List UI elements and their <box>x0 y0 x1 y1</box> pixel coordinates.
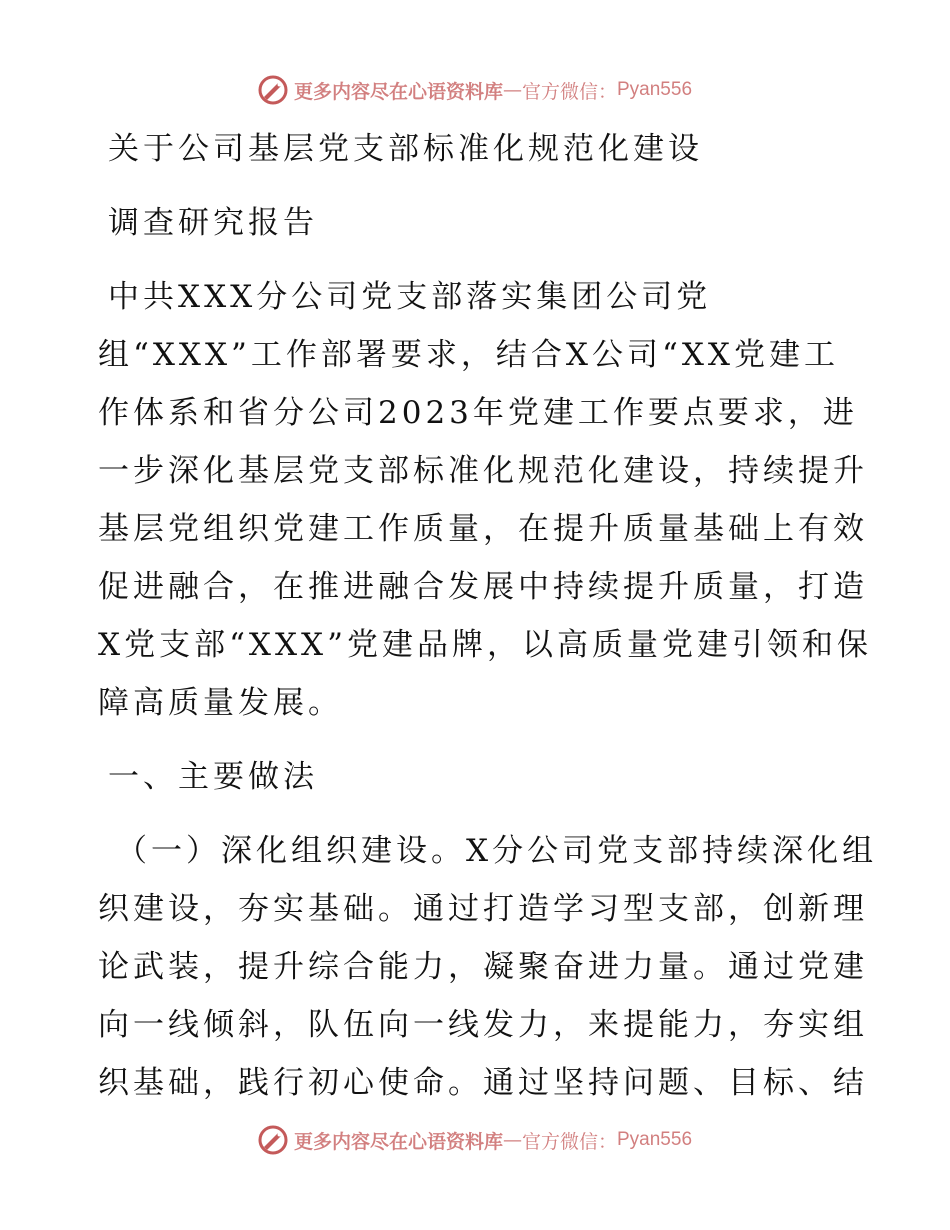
banner-main-text: 更多内容尽在心语资料库 <box>293 1130 503 1153</box>
intro-line: 基层党组织党建工作质量，在提升质量基础上有效 <box>98 511 868 547</box>
intro-line: 组“XXX”工作部署要求，结合X公司“XX党建工 <box>98 337 839 373</box>
document-title-line-1: 关于公司基层党支部标准化规范化建设 <box>108 131 703 167</box>
section-paragraph-line: 织基础，践行初心使命。通过坚持问题、目标、结 <box>98 1065 868 1101</box>
section-paragraph-line: 织建设，夯实基础。通过打造学习型支部，创新理 <box>98 891 868 927</box>
banner-wechat-id: Pyan556 <box>617 1129 693 1150</box>
banner-main-text: 更多内容尽在心语资料库 <box>293 80 503 103</box>
document-title-line-2: 调查研究报告 <box>108 205 318 241</box>
banner-wechat-label: 官方微信： <box>521 1130 617 1153</box>
section-paragraph-line: 向一线倾斜，队伍向一线发力，来提能力，夯实组 <box>98 1007 868 1043</box>
intro-line: X党支部“XXX”党建品牌，以高质量党建引领和保 <box>98 627 872 663</box>
intro-line: 一步深化基层党支部标准化规范化建设，持续提升 <box>98 453 868 489</box>
section-heading: 一、主要做法 <box>108 759 318 795</box>
banner-wechat-id: Pyan556 <box>617 79 693 100</box>
pen-logo-icon <box>258 1125 288 1155</box>
intro-line: 促进融合，在推进融合发展中持续提升质量，打造 <box>98 569 868 605</box>
banner-separator: — <box>502 79 522 101</box>
intro-line: 中共XXX分公司党支部落实集团公司党 <box>108 279 712 315</box>
intro-line: 障高质量发展。 <box>98 685 343 721</box>
section-paragraph-line: （一）深化组织建设。X分公司党支部持续深化组 <box>116 833 878 869</box>
banner-separator: — <box>502 1129 522 1151</box>
intro-line: 作体系和省分公司2023年党建工作要点要求，进 <box>98 395 858 431</box>
footer-banner <box>0 1122 950 1158</box>
section-paragraph-line: 论武装，提升综合能力，凝聚奋进力量。通过党建 <box>98 949 868 985</box>
pen-logo-icon <box>258 75 288 105</box>
header-banner <box>0 72 950 108</box>
document-body <box>98 120 878 1112</box>
banner-wechat-label: 官方微信： <box>521 80 617 103</box>
